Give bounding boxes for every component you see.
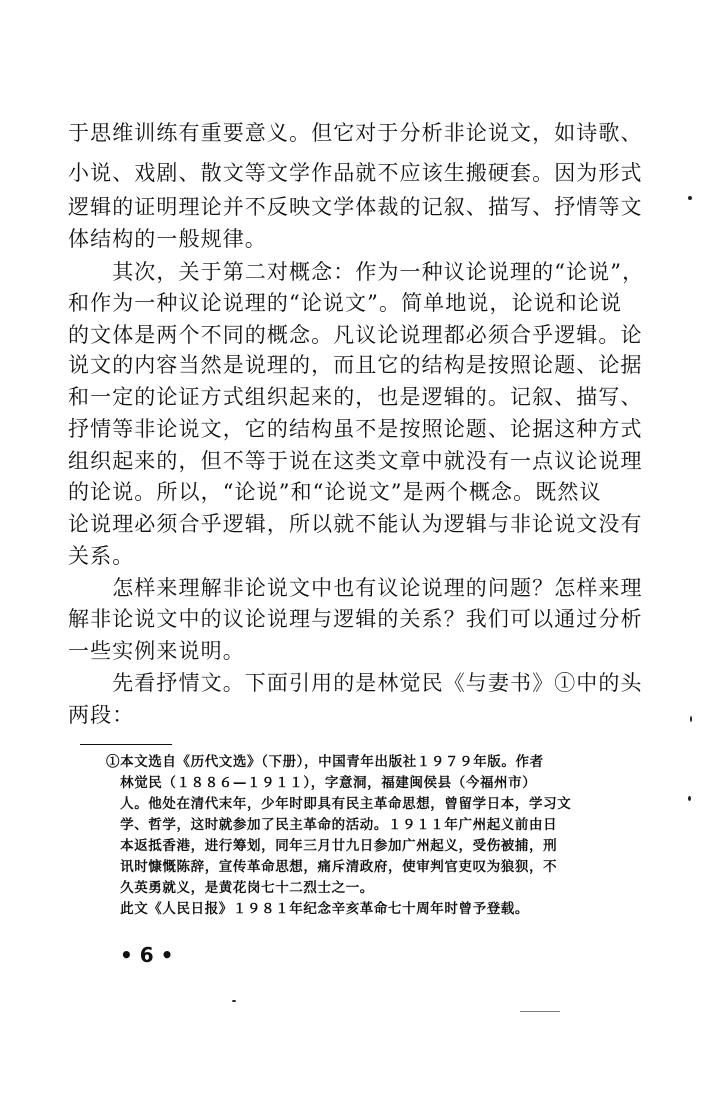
body-line: 小说、戏剧、散文等文学作品就不应该生搬硬套。因为形式	[68, 161, 643, 185]
footnote-line: 人。他处在清代末年，少年时即具有民主革命思想，曾留学日本，学习文	[106, 796, 572, 812]
body-line: 关系。	[68, 544, 135, 568]
body-line: 一些实例来说明。	[68, 639, 245, 663]
body-line: 抒情等非论说文，它的结构虽不是按照论题、论据这种方式	[68, 417, 643, 441]
body-line: 于思维训练有重要意义。但它对于分析非论说文，如诗歌、	[68, 121, 643, 145]
scan-speck	[232, 1000, 236, 1002]
body-line: 组织起来的，但不等于说在这类文章中就没有一点议论说理	[68, 449, 643, 473]
body-line: 和一定的论证方式组织起来的，也是逻辑的。记叙、描写、	[68, 385, 643, 409]
footnote-line: 此文《人民日报》１９８１年纪念辛亥革命七十周年时曾予登载。	[106, 901, 529, 917]
body-line: 逻辑的证明理论并不反映文学体裁的记叙、描写、抒情等文	[68, 195, 643, 219]
body-line: 两段：	[68, 703, 135, 727]
body-line: 的论说。所以，“论说”和“论说文”是两个概念。既然议	[68, 480, 602, 504]
footnote-line: 林觉民（１８８６—１９１１），字意洞，福建闽侯县（今福州市）	[106, 775, 537, 791]
body-line: 其次，关于第二对概念：作为一种议论说理的“论说”，	[68, 260, 645, 284]
body-line: 论说理必须合乎逻辑，所以就不能认为逻辑与非论说文没有	[68, 512, 643, 536]
scan-speck	[520, 1011, 560, 1012]
page-number: • 6 •	[120, 943, 174, 967]
footnote-line: 久英勇就义，是黄花岗七十二烈士之一。	[106, 880, 374, 896]
footnote-line: ①本文选自《历代文选》（下册），中国青年出版社１９７９年版。作者	[106, 754, 544, 770]
footnote-line: 本返抵香港，进行筹划，同年三月廿九日参加广州起义，受伤被捕，刑	[106, 838, 558, 854]
body-line: 说文的内容当然是说理的，而且它的结构是按照论题、论据	[68, 353, 643, 377]
body-line: 的文体是两个不同的概念。凡议论说理都必须合乎逻辑。论	[68, 323, 643, 347]
body-line: 体结构的一般规律。	[68, 227, 267, 251]
body-line: 和作为一种议论说理的“论说文”。简单地说，论说和论说	[68, 291, 623, 315]
scan-speck	[688, 796, 691, 801]
body-line: 解非论说文中的议论说理与逻辑的关系？我们可以通过分析	[68, 607, 643, 631]
footnote-line: 学、哲学，这时就参加了民主革命的活动。１９１１年广州起义前由日	[106, 817, 558, 833]
footnote-line: 讯时慷慨陈辞，宣传革命思想，痛斥清政府，使审判官吏叹为狼狈，不	[106, 859, 558, 875]
scan-speck	[688, 196, 692, 200]
body-line: 怎样来理解非论说文中也有议论说理的问题？怎样来理	[68, 576, 643, 600]
body-line: 先看抒情文。下面引用的是林觉民《与妻书》①中的头	[68, 671, 643, 695]
scan-speck	[690, 716, 692, 722]
footnote-divider	[80, 744, 172, 745]
